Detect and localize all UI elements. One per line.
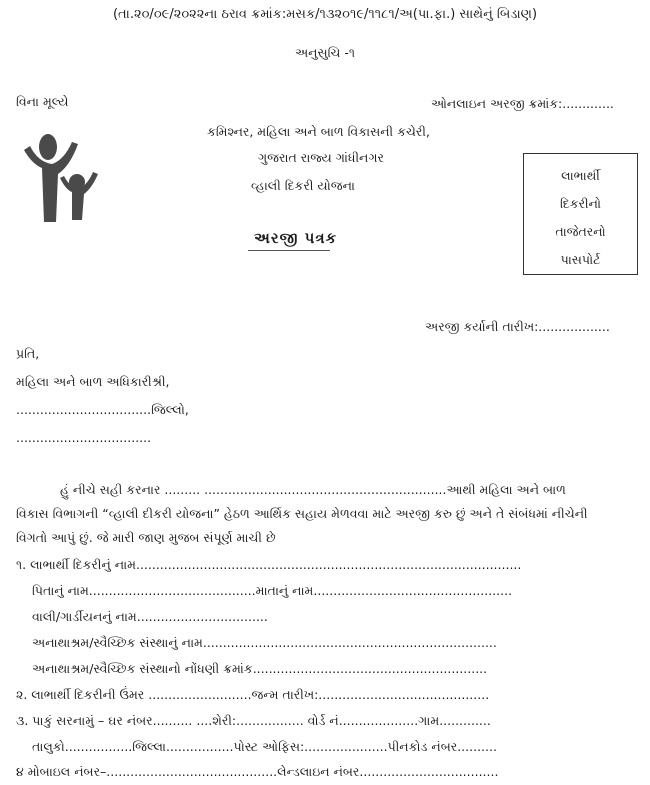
- phone-number-field[interactable]: ૪ મોબાઇલ નંબર–...........................................લેન્ડલાઇન નંબર...................................: [16, 764, 499, 779]
- photo-box-line: તાજેતરનો: [555, 224, 606, 239]
- photo-box: [523, 153, 638, 275]
- recipient-district-field[interactable]: ..................................જિલ્લો,: [16, 402, 189, 417]
- address-field[interactable]: ૩. પાકું સરનામું – ઘર નંબર.......... ....શેરી:................. વોર્ડ નં....................ગામ.............: [16, 713, 491, 728]
- scheme-logo-icon: [22, 130, 102, 222]
- recipient-to: પ્રતિ,: [16, 346, 40, 361]
- office-address-line: કમિશ્નર, મહિલા અને બાળ વિકાસની કચેરી,: [207, 124, 430, 139]
- free-of-cost-label: વિના મૂલ્યે: [16, 94, 69, 109]
- orphanage-registration-field[interactable]: અનાથાશ્રમ/સ્વૈચ્છિક સંસ્થાનો નોંધણી ક્રમાંક...........................................................: [32, 661, 488, 676]
- application-date-field[interactable]: અરજી કર્યાની તારીખ:..................: [425, 319, 610, 334]
- address-details-field[interactable]: તાલુકો.................જિલ્લા.................પોસ્ટ ઓફિસ:.....................પીનકોડ નંબર..........: [32, 739, 497, 754]
- form-title: અરજી પત્રક: [254, 229, 338, 247]
- header-reference: (તા.૨૦/૦૯/૨૦૨૨ના ઠરાવ ક્રમાંક:મસક/૧૩૨૦૧૯/૧૧૮૧/અ(પા.ફા.) સાથેનું બિડાણ): [112, 7, 538, 22]
- online-application-number: ઓનલાઇન અરજી ક્રમાંક:.............: [431, 96, 614, 111]
- beneficiary-name-field[interactable]: ૧. લાભાર્થી દિકરીનું નામ.................................................................................................: [16, 557, 522, 572]
- declaration-line: હું નીચે સહી કરનાર ......... .............................................................આથી મહિલા અને બાળ: [60, 482, 566, 497]
- schedule-label: અનુસુચિ -૧: [294, 45, 356, 60]
- recipient-blank-field[interactable]: ..................................: [16, 430, 152, 445]
- age-dob-field[interactable]: ૨. લાભાર્થી દિકરીની ઉંમર ..........................જન્મ તારીખ:...........................................: [16, 687, 490, 702]
- declaration-line: વિકાસ વિભાગની “વ્હાલી દીકરી યોજના” હેઠળ આર્થિક સહાય મેળવવા માટે અરજી કરુ છું અને તે સંબંધમાં નીચેની: [16, 506, 588, 521]
- photo-box-line: લાભાર્થી: [561, 168, 600, 183]
- guardian-name-field[interactable]: વાલી/ગાર્ડીયનનું નામ.................................: [32, 609, 268, 624]
- state-city-line: ગુજરાત રાજ્ય ગાંધીનગર: [258, 150, 384, 165]
- recipient-officer: મહિલા અને બાળ અધિકારીશ્રી,: [16, 374, 170, 389]
- title-underline: [248, 250, 330, 251]
- photo-box-line: પાસપોર્ટ: [560, 252, 601, 267]
- scheme-name-line: વ્હાલી દિકરી યોજના: [251, 178, 355, 193]
- orphanage-name-field[interactable]: અનાથાશ્રમ/સ્વૈચ્છિક સંસ્થાનું નામ..........................................................................: [32, 635, 497, 650]
- photo-box-line: દિકરીનો: [559, 196, 602, 211]
- parents-name-field[interactable]: પિતાનું નામ..........................................માતાનું નામ..................................................: [32, 583, 513, 598]
- declaration-line: વિગતો આપું છું. જે મારી જાણ મુજબ સંપૂર્ણ માચી છે: [16, 530, 276, 545]
